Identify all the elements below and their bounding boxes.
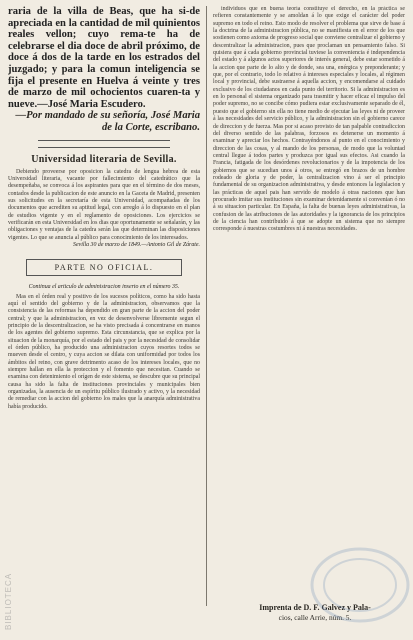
side-watermark: BIBLIOTECA xyxy=(4,572,13,630)
printer-imprint xyxy=(222,603,408,622)
divider xyxy=(38,147,170,148)
article-right-text: individuos que en buena teoría constituye el derecho, en la práctica se refieren constantemente y se amoldan á lo que exige el carácter del poder supremo en todo el reino. Esto modo de resolver el problema que sirve de base á la doctrina de la administracion pública, no se manifiesta en el error de los que sostienen como axioma de progreso social que conviene centralizar el gobierno y descentralizar la administracion, pues que proclaman un pensamiento falso. Si quisiera que á cada gobierno provincial tuviese la conveniencia é independencia del estado y á algunos actos superiores de interés general, debe estar sometido á la accion que parte de lo alto y de donde, sea una, enérgica y preponderante; y que, por el contrario, todo lo relativo á intereses especiales y locales, al régimen local y provincial, debe sustraerse á aquella accion, y encomendarse al cuidado exclusivo de los ciudadanos en cada punto del territorio. Si la administracion es en lo personal el sistema organizado para trasmitir y hacer eficaz el impulso del poder supremo, no se concibe cómo pudiera estar exclusivamente separado de él, puesto que el gobierno sin ella no tiene medio de ejecutar las leyes ni de proveer á las necesidades del servicio público, y la administracion sin el gobierno carece de direccion y de fuerza. Mas por si acaso provisto de tan palpable contradiccion del diverso sentido de las palabras, forzosos es detenerse un momento á examinar y apreciar los hechos. Contrayéndonos al punto en el conocimiento y direccion de las cosas, y al mando de los personas, de modo que la voluntad central llegue á todos partes y produzca por igual sus efectos. Asi cuando la Francia, fatigada de los desórdenes revolucionarios y de la impotencia de los gobiernos que se sucedian unos á otros, se entregó en brazos de un hombre rodeado de gloria y de poder, la centralizacion vino á ser el principio fundamental de su organizacion administrativa, y desde entonces la legislacion y las prácticas de aquel pais han servido de modelo á otras naciones que han procurado imitar sus instituciones sin examinar detenidamente si convenian ó no á su situacion particular. En España, la falta de buenas leyes administrativas, la confusion de las atribuciones de las autoridades y la ignorancia de los principios de la ciencia han contribuido á que se adopte un sistema que no siempre corresponde á nuestras costumbres ni á nuestras necesidades. xyxy=(213,6,405,233)
divider xyxy=(38,140,170,141)
imprint-line-2: cios, calle Arrie, núm. 5. xyxy=(278,612,352,622)
columns xyxy=(8,6,405,606)
column-rule xyxy=(206,6,207,606)
university-signature: Sevilla 30 de marzo de 1849.—Antonio Gil de Zárate. xyxy=(73,241,200,248)
university-notice: Debiendo proveerse por oposicion la catedra de lengua hebrea de esta Universidad literaria, vacante por fallecimiento del catedrático que la desempeñaba, se convoca á los aspirantes para que en el término de dos meses, contados desde la publicacion de este anuncio en la Gaceta de Madrid, presenten sus solicitudes en la secretaría de esta Universidad, acompañadas de los documentos que acrediten su aptitud legal, con arreglo á lo dispuesto en el plan de estudios vigente y en el reglamento de oposiciones. Los ejercicios se verificarán en esta Universidad en los dias que oportunamente se señalarán, y las obligaciones y ventajas de la catedra serán las que determinan las disposiciones vigentes. Lo que se anuncia al público para conocimiento de los interesados. xyxy=(8,168,200,241)
university-heading: Universidad literaria de Sevilla. xyxy=(31,153,177,165)
auction-notice: raria de la villa de Beas, que ha si-de apreciada en la cantidad de mil quinientos reales vellon; cuyo rema-te ha de celebrarse el dia doce de abril próximo, de doce á dos de la tarde en los estrados del juzgado; y para la comun inteligencia se fija el presente en Huelva á veinte y tres de marzo de mil ochocientos cuaren-ta y nueve.—José Maria Escudero. xyxy=(8,6,200,110)
imprint-line-1: Imprenta de D. F. Galvez y Pala- xyxy=(259,603,371,612)
article-left-text: Mas en el órden real y positivo de los sucesos políticos, como ha sido hasta aquí el sentido del gobierno y de la administracion, observamos que la consistencia de las reformas ha dependido en gran parte de la accion del poder central; y que la administracion, en vez de desenvolverse libremente segun el principio de la descentralizacion, se ha visto precisada á concentrarse en manos de los agentes del gobierno supremo. Esta circunstancia, que se explica por la situacion de la monarquía, por el estado del pais y por la necesidad de consolidar el órden público, ha producido una administracion cuyos resortes todos se mueven desde el centro, y cuya accion se dilata con uniformidad por todos los ámbitos del reino, con grave detrimento acaso de los intereses locales, que no siempre hallan en ella la proteccion y el fomento que necesitan. Cuando se examina con detenimiento el orígen de este sistema, se descubre que su principal causa ha sido la falta de instituciones provinciales y municipales bien organizadas, la ausencia de un espíritu público ilustrado y activo, y la necesidad de remediar con la accion del gobierno los males que la anarquía administrativa había producido. xyxy=(8,293,200,410)
right-column xyxy=(213,6,405,606)
auction-signature: —Por mandado de su señoría, José Maria de la Corte, escribano. xyxy=(15,110,200,133)
article-intro: Continua el articulo de administracion inserto en el número 35. xyxy=(28,284,180,291)
left-column xyxy=(8,6,200,606)
section-box-title: PARTE NO OFICIAL. xyxy=(26,259,182,276)
